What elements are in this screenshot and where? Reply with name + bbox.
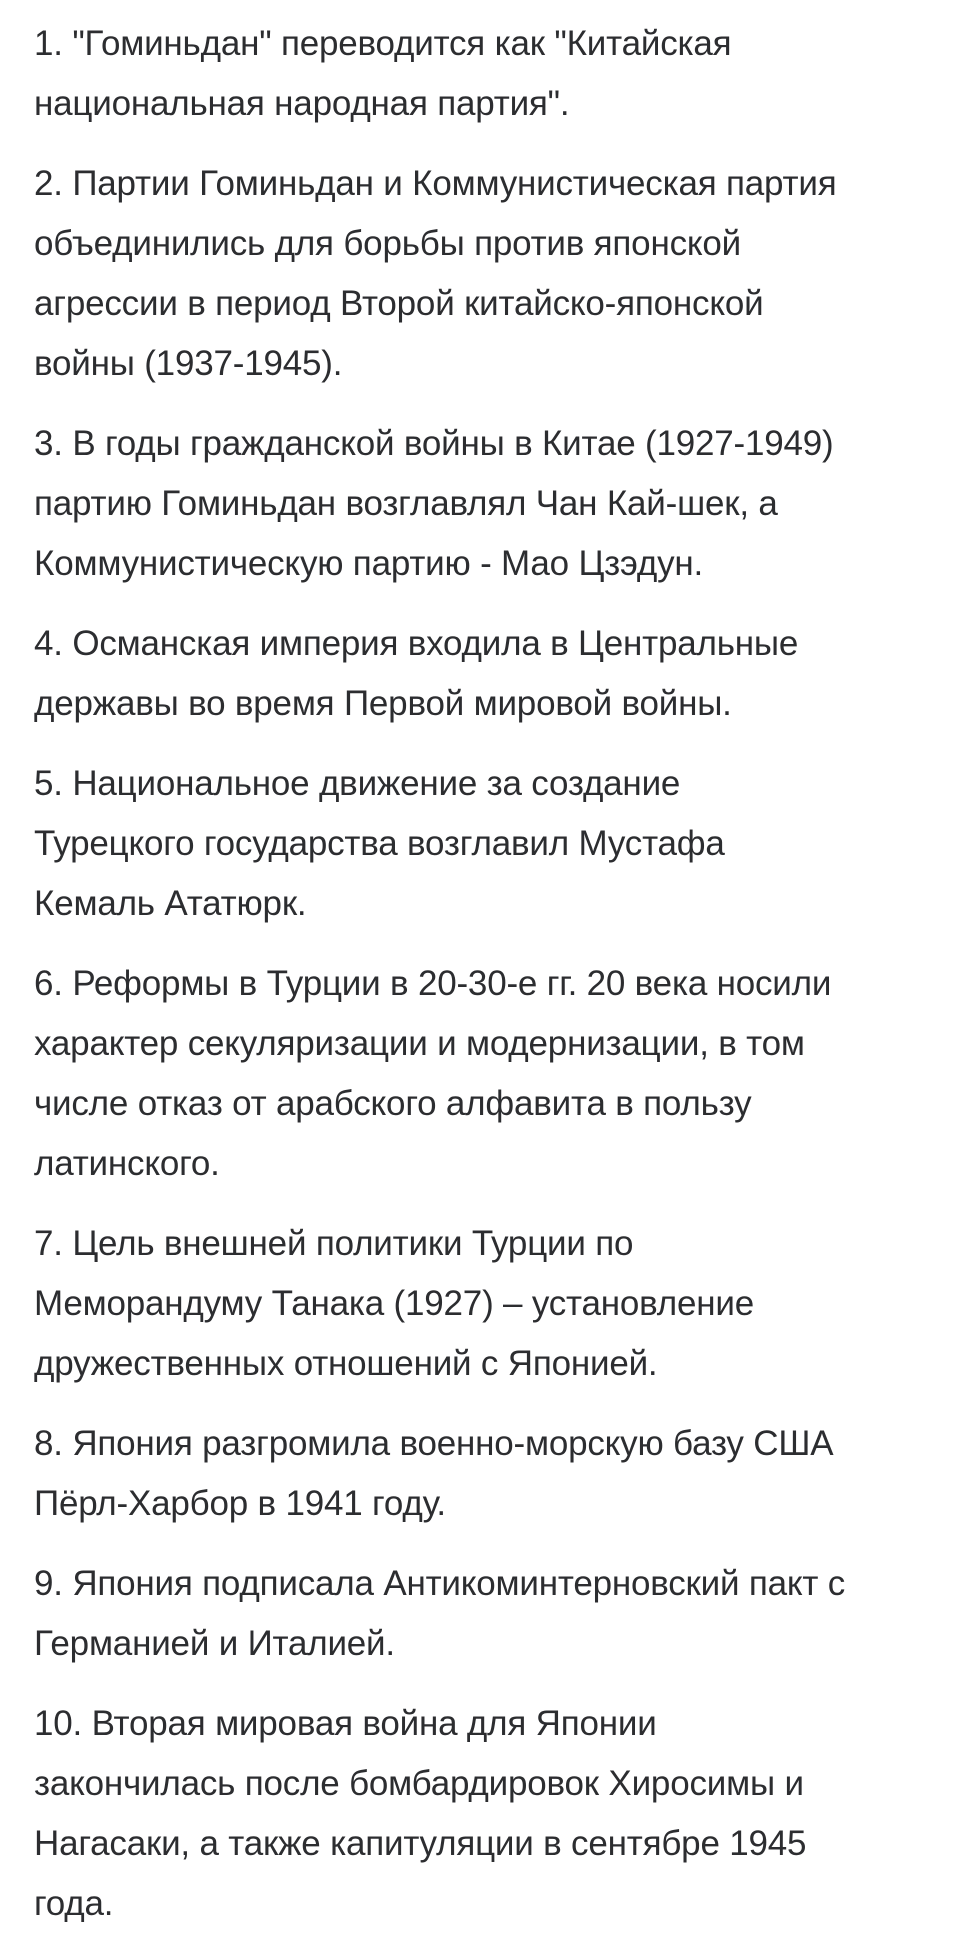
text-line: 6. Реформы в Турции в 20-30-е гг. 20 века носили xyxy=(34,964,832,1003)
list-item-5 xyxy=(34,754,940,934)
text-line: Меморандуму Танака (1927) – установление xyxy=(34,1284,754,1323)
text-line: характер секуляризации и модернизации, в том xyxy=(34,1024,805,1063)
list-item-8 xyxy=(34,1414,940,1534)
text-line: 10. Вторая мировая война для Японии xyxy=(34,1704,657,1743)
list-item-3 xyxy=(34,414,940,594)
list-item-6 xyxy=(34,954,940,1194)
text-line: агрессии в период Второй китайско-японской xyxy=(34,284,764,323)
text-line: Нагасаки, а также капитуляции в сентябре 1945 xyxy=(34,1824,807,1863)
text-line: объединились для борьбы против японской xyxy=(34,224,741,263)
text-line: Коммунистическую партию - Мао Цзэдун. xyxy=(34,544,704,583)
text-line: 5. Национальное движение за создание xyxy=(34,764,681,803)
text-line: 1. "Гоминьдан" переводится как "Китайская xyxy=(34,24,732,63)
text-line: 2. Партии Гоминьдан и Коммунистическая партия xyxy=(34,164,837,203)
text-line: 3. В годы гражданской войны в Китае (1927-1949) xyxy=(34,424,834,463)
text-line: 4. Османская империя входила в Центральные xyxy=(34,624,799,663)
list-item-7 xyxy=(34,1214,940,1394)
text-line: 9. Япония подписала Антикоминтерновский пакт с xyxy=(34,1564,846,1603)
text-line: Пёрл-Харбор в 1941 году. xyxy=(34,1484,446,1523)
list-item-9 xyxy=(34,1554,940,1674)
text-line: национальная народная партия". xyxy=(34,84,570,123)
text-line: 7. Цель внешней политики Турции по xyxy=(34,1224,634,1263)
text-line: закончилась после бомбардировок Хиросимы и xyxy=(34,1764,804,1803)
text-line: 8. Япония разгромила военно-морскую базу США xyxy=(34,1424,834,1463)
text-line: Кемаль Ататюрк. xyxy=(34,884,307,923)
list-item-1 xyxy=(34,14,940,134)
text-line: года. xyxy=(34,1884,114,1923)
text-line: партию Гоминьдан возглавлял Чан Кай-шек, а xyxy=(34,484,778,523)
text-line: латинского. xyxy=(34,1144,220,1183)
list-item-10 xyxy=(34,1694,940,1934)
list-item-2 xyxy=(34,154,940,394)
text-line: войны (1937-1945). xyxy=(34,344,343,383)
text-line: числе отказ от арабского алфавита в пользу xyxy=(34,1084,752,1123)
text-line: дружественных отношений с Японией. xyxy=(34,1344,658,1383)
text-line: державы во время Первой мировой войны. xyxy=(34,684,732,723)
list-item-4 xyxy=(34,614,940,734)
text-line: Германией и Италией. xyxy=(34,1624,395,1663)
text-line: Турецкого государства возглавил Мустафа xyxy=(34,824,725,863)
